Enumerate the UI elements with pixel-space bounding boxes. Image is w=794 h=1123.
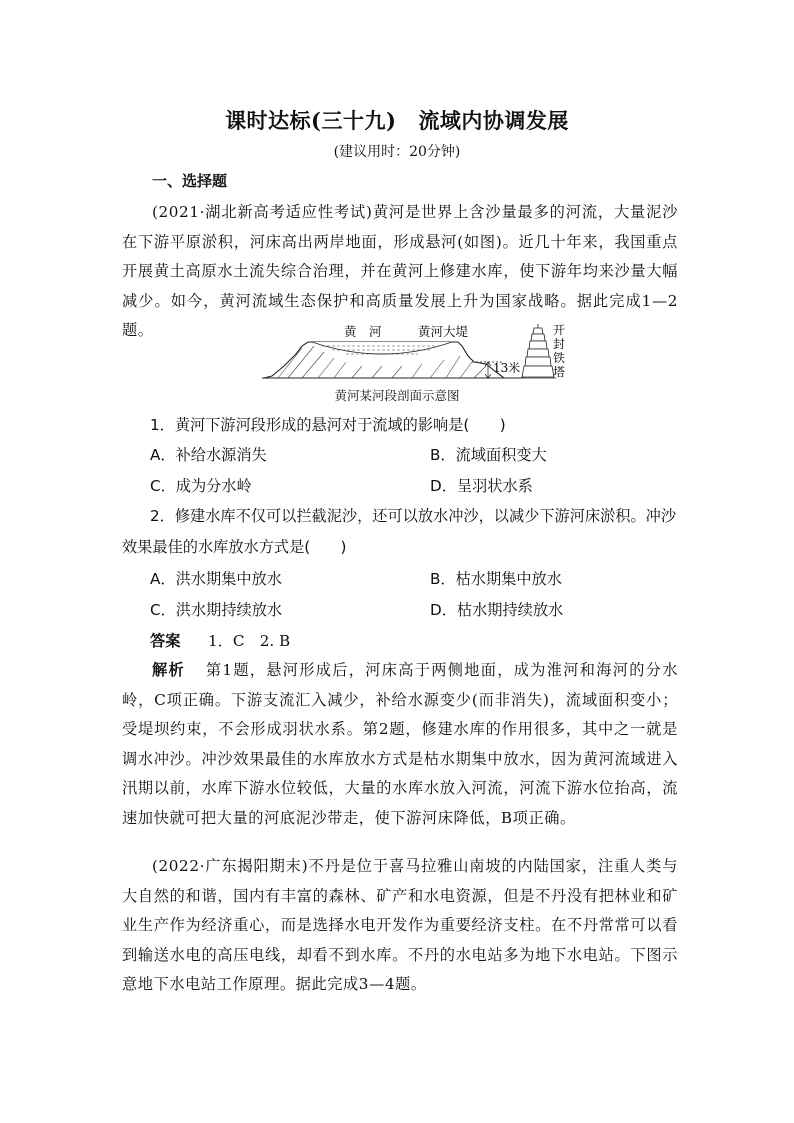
q2-option-a: A．洪水期集中放水 [150, 570, 282, 588]
label-river: 黄 河 [344, 324, 382, 339]
answer-label: 答案 [150, 632, 181, 650]
time-hint: (建议用时：20分钟) [333, 144, 461, 160]
section-heading: 一、选择题 [152, 172, 228, 190]
passage-2: (2022·广东揭阳期末)不丹是位于喜马拉雅山南坡的内陆国家，注重人类与大自然的和谐，国内有丰富的森林、矿产和水电资源，但是不丹没有把林业和矿业生产作为经济重心，而是选择水电开发作为重要经济支柱。在不丹常常可以看到输送水电的高压电线，却看不到水库。不丹的水电站多为地下水电站。下图示意地下水电站工作原理。据此完成3—4题。 [122, 857, 678, 993]
q1-option-c: C．成为分水岭 [150, 477, 252, 495]
q1-option-d: D．呈羽状水系 [430, 477, 533, 495]
question-1-stem: 1．黄河下游河段形成的悬河对于流域的影响是( ) [150, 416, 506, 434]
label-dyke: 黄河大堤 [418, 324, 469, 339]
analysis-text: 第1题，悬河形成后，河床高于两侧地面，成为淮河和海河的分水岭，C项正确。下游支流汇入减少，补给水源变少(而非消失)，流域面积变小；受堤坝约束，不会形成羽状水系。第2题，修建水库的作用很多，其中之一就是调水冲沙。冲沙效果最佳的水库放水方式是枯水期集中放水，因为黄河流域进入汛期以前，水库下游水位较低，大量的水库水放入河流，河流下游水位抬高，流速加快就可把大量的河底泥沙带走，使下游河床降低，B项正确。 [122, 661, 678, 827]
label-tower-1: 开 [553, 323, 566, 337]
passage-1: (2021·湖北新高考适应性考试)黄河是世界上含沙量最多的河流，大量泥沙在下游平原淤积，河床高出两岸地面，形成悬河(如图)。近几十年来，我国重点开展黄土高原水土流失综合治理，并在黄河上修建水库，使下游年均来沙量大幅减少。如今，黄河流域生态保护和高质量发展上升为国家战略。据此完成1—2题。 [122, 203, 678, 339]
label-tower-3: 铁 [553, 351, 566, 365]
label-tower-2: 封 [553, 337, 566, 351]
analysis [122, 656, 678, 833]
answer-text: 1．C 2. B [208, 632, 291, 650]
title-main: 课时达标(三十九) [225, 108, 397, 133]
label-tower-4: 塔 [553, 365, 566, 379]
figure-caption: 黄河某河段剖面示意图 [334, 388, 460, 403]
q2-option-b: B．枯水期集中放水 [430, 570, 562, 588]
page-title [0, 105, 794, 135]
title-sub: 流域内协调发展 [418, 108, 569, 133]
river-cross-section-figure [262, 322, 572, 384]
iron-tower-icon [520, 324, 556, 378]
q2-option-c: C．洪水期持续放水 [150, 601, 283, 619]
analysis-label: 解析 [152, 661, 185, 679]
q1-option-b: B．流域面积变大 [430, 446, 547, 464]
question-2-stem: 2．修建水库不仅可以拦截泥沙，还可以放水冲沙，以减少下游河床淤积。冲沙效果最佳的水库放水方式是( ) [122, 507, 677, 556]
q2-option-d: D．枯水期持续放水 [430, 601, 564, 619]
label-height: 13米 [493, 361, 521, 375]
q1-option-a: A．补给水源消失 [150, 446, 267, 464]
answer-line [150, 630, 290, 651]
